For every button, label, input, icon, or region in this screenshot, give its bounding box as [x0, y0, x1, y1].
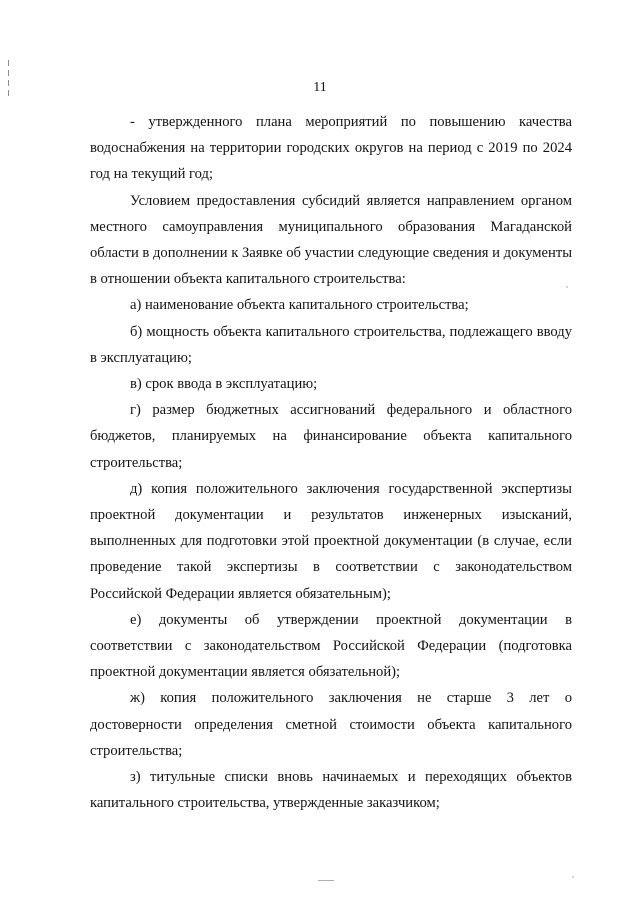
scan-bottom-mark — [318, 880, 334, 881]
list-item-g: г) размер бюджетных ассигнований федерального и областного бюджетов, планируемых на финансирование объекта капитального строительства; — [90, 402, 572, 471]
document-body — [90, 109, 572, 816]
page-number: 11 — [313, 80, 327, 95]
list-item-v: в) срок ввода в эксплуатацию; — [130, 376, 318, 393]
list-item-e: е) документы об утверждении проектной документации в соответствии с законодательством Российской Федерации (подготовка проектной документации является обязательной); — [90, 611, 572, 681]
paragraph-plan-measures: - утвержденного плана мероприятий по повышению качества водоснабжения на территории городских округов на период с 2019 по 2024 год на текущий год; — [90, 114, 572, 183]
list-item-z: з) титульные списки вновь начинаемых и переходящих объектов капитального строительства, утвержденные заказчиком; — [90, 769, 572, 812]
scan-speck — [566, 286, 568, 288]
list-item-b: б) мощность объекта капитального строительства, подлежащего вводу в эксплуатацию; — [90, 323, 572, 366]
list-item-zh: ж) копия положительного заключения не старше 3 лет о достоверности определения сметной стоимости объекта капитального строительства; — [90, 690, 572, 759]
scan-speck — [572, 876, 574, 878]
list-item-d: д) копия положительного заключения государственной экспертизы проектной документации и результатов инженерных изысканий, выполненных для подготовки этой проектной документации (в случае, если проведение такой экспертизы в соответствии с законодательством Российской Федерации является обязательным); — [90, 480, 572, 602]
list-item-a: а) наименование объекта капитального строительства; — [130, 297, 469, 314]
paragraph-subsidy-condition: Условием предоставления субсидий является направлением органом местного самоуправления муниципального образования Магаданской области в дополнении к Заявке об участии следующие сведения и документы в отношении объекта капитального строительства: — [90, 192, 573, 288]
